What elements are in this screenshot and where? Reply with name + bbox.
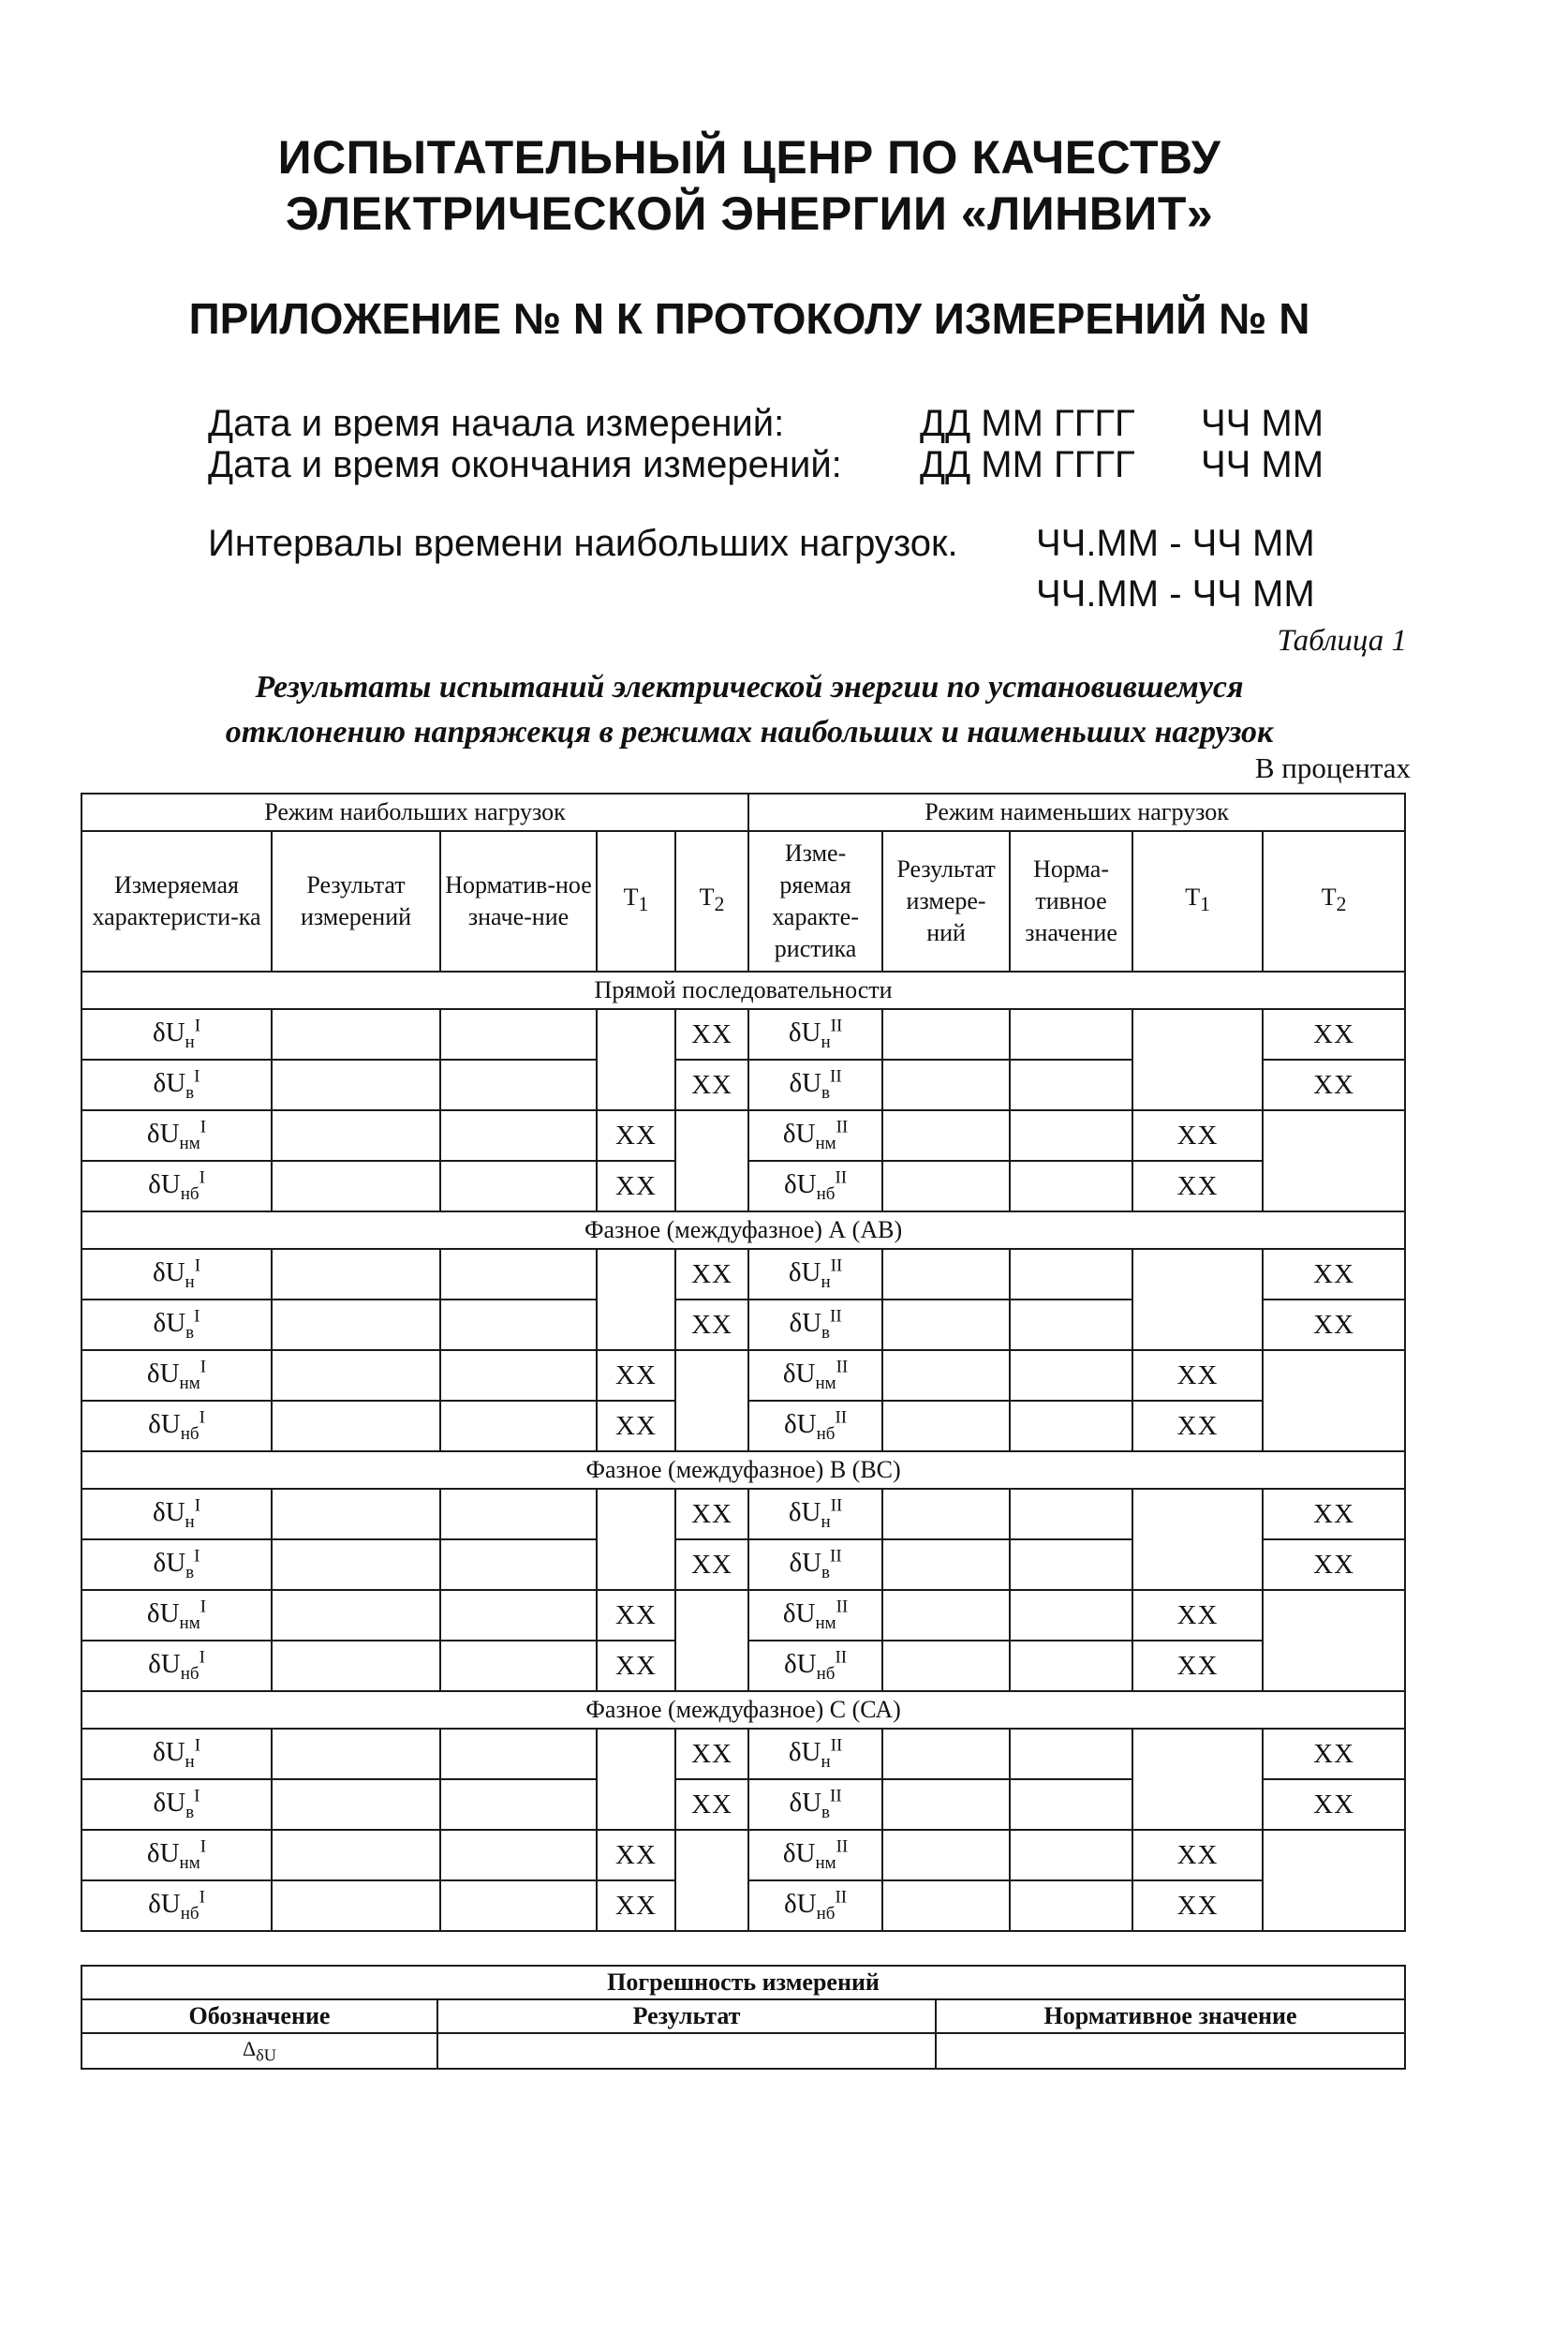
error-symbol-cell: $\Delta_{\delta U}$ — [81, 2033, 437, 2069]
norm-cell — [440, 1779, 597, 1830]
char-cell: $\delta U_{нм}^{II}$ — [748, 1110, 882, 1161]
appendix-title: ПРИЛОЖЕНИЕ № N К ПРОТОКОЛУ ИЗМЕРЕНИЙ № N — [188, 294, 1310, 343]
t1-cell — [597, 1249, 675, 1350]
result-cell — [272, 1779, 440, 1830]
results-table — [81, 793, 1406, 1932]
norm-cell — [440, 1830, 597, 1880]
t2-mark: ХХ — [675, 1300, 748, 1350]
char-cell: $\delta U_в^{II}$ — [748, 1300, 882, 1350]
result-cell — [272, 1880, 440, 1931]
start-date: ДД ММ ГГГГ — [920, 403, 1135, 444]
char-cell: $\delta U_в^I$ — [81, 1779, 272, 1830]
t1-mark: ХХ — [1132, 1590, 1263, 1641]
char-cell: $\delta U_в^{II}$ — [748, 1539, 882, 1590]
t1-cell — [597, 1489, 675, 1590]
caption-line-1: Результаты испытаний электрической энергии по установившемуся — [255, 670, 1244, 705]
norm-cell — [440, 1350, 597, 1401]
norm-cell — [440, 1641, 597, 1691]
char-cell: $\delta U_{нм}^I$ — [81, 1350, 272, 1401]
error-norm-cell — [936, 2033, 1405, 2069]
char-cell: $\delta U_{нм}^I$ — [81, 1110, 272, 1161]
t1-mark: ХХ — [597, 1401, 675, 1451]
table-row — [81, 1249, 1405, 1300]
char-cell: $\delta U_в^I$ — [81, 1539, 272, 1590]
t2-cell — [675, 1590, 748, 1691]
norm-cell — [440, 1489, 597, 1539]
result-cell — [882, 1729, 1010, 1779]
char-cell: $\delta U_{нм}^I$ — [81, 1590, 272, 1641]
char-cell: $\delta U_в^{II}$ — [748, 1060, 882, 1110]
section-title: Фазное (междуфазное) В (ВС) — [81, 1451, 1405, 1489]
interval-1: ЧЧ.ММ - ЧЧ ММ — [1036, 523, 1315, 564]
norm-cell — [1010, 1880, 1132, 1931]
norm-cell — [440, 1009, 597, 1060]
norm-cell — [1010, 1300, 1132, 1350]
t2-mark: ХХ — [1263, 1489, 1405, 1539]
char-cell: $\delta U_н^{II}$ — [748, 1249, 882, 1300]
t2-mark: ХХ — [1263, 1300, 1405, 1350]
table-row — [81, 1590, 1405, 1641]
start-label: Дата и время начала измерений: — [208, 403, 785, 444]
result-cell — [882, 1539, 1010, 1590]
result-cell — [882, 1300, 1010, 1350]
col-t1-max: $Т_1$ — [597, 831, 675, 972]
char-cell: $\delta U_{нм}^{II}$ — [748, 1590, 882, 1641]
col-result-max: Результат измерений — [272, 831, 440, 972]
char-cell: $\delta U_н^I$ — [81, 1729, 272, 1779]
char-cell: $\delta U_{нб}^{II}$ — [748, 1401, 882, 1451]
org-line-2: ЭЛЕКТРИЧЕСКОЙ ЭНЕРГИИ «ЛИНВИТ» — [285, 187, 1214, 240]
t2-mark: ХХ — [675, 1489, 748, 1539]
t1-mark: ХХ — [597, 1830, 675, 1880]
t2-cell — [675, 1350, 748, 1451]
t2-mark: ХХ — [1263, 1539, 1405, 1590]
result-cell — [272, 1401, 440, 1451]
norm-cell — [1010, 1539, 1132, 1590]
t1-mark: ХХ — [597, 1110, 675, 1161]
char-cell: $\delta U_н^{II}$ — [748, 1729, 882, 1779]
t1-cell — [1132, 1489, 1263, 1590]
t1-mark: ХХ — [1132, 1350, 1263, 1401]
result-cell — [882, 1489, 1010, 1539]
table-row — [81, 1489, 1405, 1539]
t1-mark: ХХ — [597, 1641, 675, 1691]
t1-cell — [597, 1729, 675, 1830]
error-title: Погрешность измерений — [81, 1966, 1405, 1999]
table-caption — [0, 665, 1499, 755]
result-cell — [272, 1830, 440, 1880]
norm-cell — [1010, 1779, 1132, 1830]
char-cell: $\delta U_{нб}^{II}$ — [748, 1880, 882, 1931]
norm-cell — [1010, 1641, 1132, 1691]
t1-mark: ХХ — [597, 1161, 675, 1211]
result-cell — [882, 1590, 1010, 1641]
result-cell — [272, 1489, 440, 1539]
char-cell: $\delta U_{нб}^I$ — [81, 1401, 272, 1451]
norm-cell — [440, 1300, 597, 1350]
t1-mark: ХХ — [1132, 1401, 1263, 1451]
t2-mark: ХХ — [1263, 1779, 1405, 1830]
norm-cell — [1010, 1830, 1132, 1880]
end-time: ЧЧ ММ — [1201, 444, 1324, 485]
t1-cell — [1132, 1009, 1263, 1110]
interval-2: ЧЧ.ММ - ЧЧ ММ — [1036, 573, 1315, 615]
norm-cell — [1010, 1249, 1132, 1300]
t2-mark: ХХ — [1263, 1729, 1405, 1779]
section-title: Фазное (междуфазное) А (АВ) — [81, 1211, 1405, 1249]
norm-cell — [1010, 1590, 1132, 1641]
table-number: Таблица 1 — [1277, 624, 1407, 658]
col-characteristic-min: Изме-ряемая характе-ристика — [748, 831, 882, 972]
result-cell — [272, 1161, 440, 1211]
result-cell — [272, 1641, 440, 1691]
t2-cell — [675, 1830, 748, 1931]
result-cell — [882, 1641, 1010, 1691]
t2-mark: ХХ — [1263, 1060, 1405, 1110]
char-cell: $\delta U_{нб}^{II}$ — [748, 1161, 882, 1211]
end-label: Дата и время окончания измерений: — [208, 444, 842, 485]
t1-cell — [597, 1009, 675, 1110]
org-line-1: ИСПЫТАТЕЛЬНЫЙ ЦЕНР ПО КАЧЕСТВУ — [277, 131, 1221, 184]
end-date: ДД ММ ГГГГ — [920, 444, 1135, 485]
result-cell — [272, 1300, 440, 1350]
norm-cell — [440, 1880, 597, 1931]
result-cell — [272, 1009, 440, 1060]
norm-cell — [440, 1729, 597, 1779]
t2-cell — [1263, 1830, 1405, 1931]
char-cell: $\delta U_н^I$ — [81, 1249, 272, 1300]
col-t1-min: $Т_1$ — [1132, 831, 1263, 972]
t1-cell — [1132, 1249, 1263, 1350]
t2-cell — [675, 1110, 748, 1211]
col-symbol: Обозначение — [81, 1999, 437, 2033]
result-cell — [882, 1249, 1010, 1300]
t1-mark: ХХ — [1132, 1641, 1263, 1691]
char-cell: $\delta U_{нм}^{II}$ — [748, 1830, 882, 1880]
result-cell — [272, 1729, 440, 1779]
t2-mark: ХХ — [675, 1779, 748, 1830]
norm-cell — [1010, 1009, 1132, 1060]
norm-cell — [440, 1539, 597, 1590]
result-cell — [272, 1539, 440, 1590]
norm-cell — [440, 1060, 597, 1110]
result-cell — [272, 1590, 440, 1641]
mode-min-header: Режим наименьших нагрузок — [748, 794, 1405, 831]
t2-mark: ХХ — [1263, 1009, 1405, 1060]
char-cell: $\delta U_в^I$ — [81, 1060, 272, 1110]
char-cell: $\delta U_{нб}^I$ — [81, 1161, 272, 1211]
t1-mark: ХХ — [1132, 1880, 1263, 1931]
start-time: ЧЧ ММ — [1201, 403, 1324, 444]
norm-cell — [1010, 1350, 1132, 1401]
t2-mark: ХХ — [675, 1009, 748, 1060]
table-row — [81, 1009, 1405, 1060]
result-cell — [882, 1350, 1010, 1401]
col-norm-max: Норматив-ное значе-ние — [440, 831, 597, 972]
result-cell — [882, 1060, 1010, 1110]
result-cell — [882, 1779, 1010, 1830]
table-row — [81, 1830, 1405, 1880]
norm-cell — [440, 1401, 597, 1451]
char-cell: $\delta U_{нб}^I$ — [81, 1880, 272, 1931]
section-title: Прямой последовательности — [81, 972, 1405, 1009]
char-cell: $\delta U_н^{II}$ — [748, 1489, 882, 1539]
table-row — [81, 1729, 1405, 1779]
col-t2-min: $Т_2$ — [1263, 831, 1405, 972]
result-cell — [882, 1880, 1010, 1931]
norm-cell — [1010, 1110, 1132, 1161]
t1-mark: ХХ — [1132, 1830, 1263, 1880]
col-characteristic-max: Измеряемая характеристи-ка — [81, 831, 272, 972]
col-result-min: Результат измере-ний — [882, 831, 1010, 972]
result-cell — [882, 1161, 1010, 1211]
t1-mark: ХХ — [1132, 1110, 1263, 1161]
result-cell — [882, 1830, 1010, 1880]
caption-line-2: отклонению напряжекця в режимах наибольших и наименьших нагрузок — [225, 715, 1274, 750]
t2-cell — [1263, 1110, 1405, 1211]
norm-cell — [440, 1249, 597, 1300]
section-title: Фазное (междуфазное) С (СА) — [81, 1691, 1405, 1729]
t2-mark: ХХ — [1263, 1249, 1405, 1300]
col-norm-min: Норма-тивное значение — [1010, 831, 1132, 972]
intervals-label: Интервалы времени наибольших нагрузок. — [208, 523, 958, 564]
t2-mark: ХХ — [675, 1539, 748, 1590]
norm-cell — [1010, 1060, 1132, 1110]
char-cell: $\delta U_{нм}^{II}$ — [748, 1350, 882, 1401]
char-cell: $\delta U_н^I$ — [81, 1009, 272, 1060]
norm-cell — [440, 1161, 597, 1211]
t2-mark: ХХ — [675, 1729, 748, 1779]
result-cell — [272, 1060, 440, 1110]
norm-cell — [440, 1590, 597, 1641]
norm-cell — [1010, 1401, 1132, 1451]
result-cell — [882, 1009, 1010, 1060]
char-cell: $\delta U_{нм}^I$ — [81, 1830, 272, 1880]
t1-cell — [1132, 1729, 1263, 1830]
norm-cell — [1010, 1729, 1132, 1779]
error-result-cell — [437, 2033, 936, 2069]
t2-mark: ХХ — [675, 1249, 748, 1300]
t1-mark: ХХ — [1132, 1161, 1263, 1211]
char-cell: $\delta U_в^I$ — [81, 1300, 272, 1350]
col-norm: Нормативное значение — [936, 1999, 1405, 2033]
col-t2-max: $Т_2$ — [675, 831, 748, 972]
table-row — [81, 1110, 1405, 1161]
t2-mark: ХХ — [675, 1060, 748, 1110]
mode-max-header: Режим наибольших нагрузок — [81, 794, 748, 831]
result-cell — [272, 1110, 440, 1161]
char-cell: $\delta U_{нб}^I$ — [81, 1641, 272, 1691]
char-cell: $\delta U_{нб}^{II}$ — [748, 1641, 882, 1691]
t2-cell — [1263, 1350, 1405, 1451]
t2-cell — [1263, 1590, 1405, 1691]
organization-title — [0, 129, 1499, 242]
result-cell — [272, 1350, 440, 1401]
t1-mark: ХХ — [597, 1590, 675, 1641]
result-cell — [272, 1249, 440, 1300]
char-cell: $\delta U_в^{II}$ — [748, 1779, 882, 1830]
result-cell — [882, 1401, 1010, 1451]
table-row — [81, 1350, 1405, 1401]
result-cell — [882, 1110, 1010, 1161]
char-cell: $\delta U_н^{II}$ — [748, 1009, 882, 1060]
col-result: Результат — [437, 1999, 936, 2033]
units-label: В процентах — [1254, 751, 1411, 784]
char-cell: $\delta U_н^I$ — [81, 1489, 272, 1539]
norm-cell — [440, 1110, 597, 1161]
t1-mark: ХХ — [597, 1350, 675, 1401]
norm-cell — [1010, 1489, 1132, 1539]
t1-mark: ХХ — [597, 1880, 675, 1931]
norm-cell — [1010, 1161, 1132, 1211]
error-table — [81, 1965, 1406, 2070]
